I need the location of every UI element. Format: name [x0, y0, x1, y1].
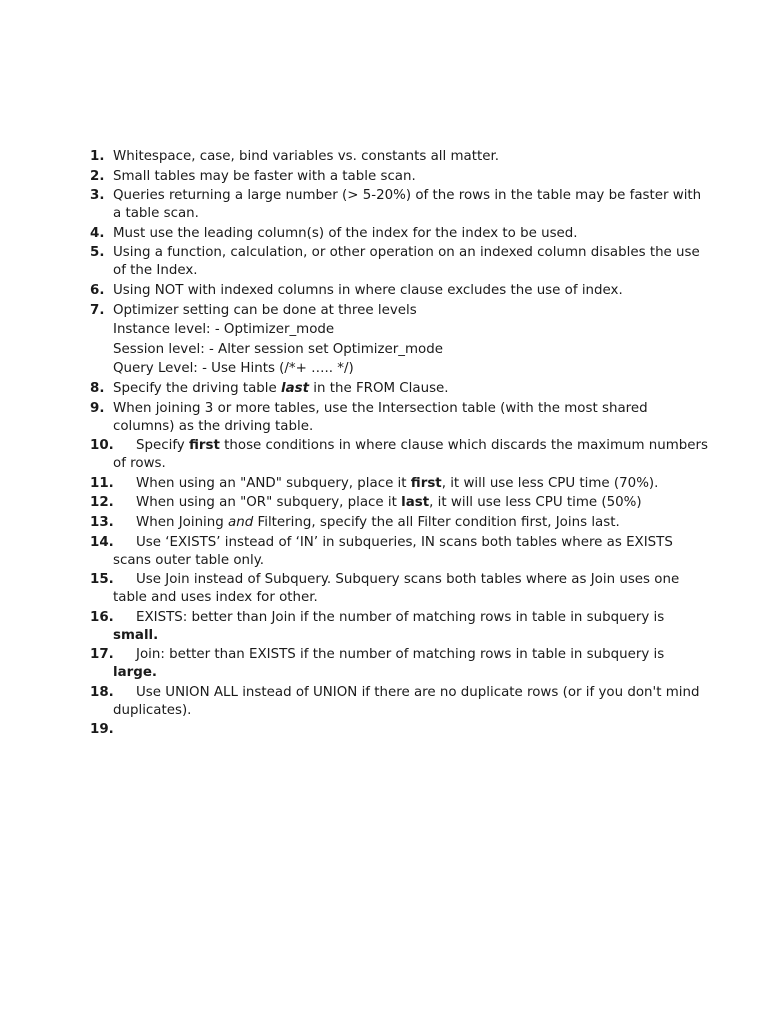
list-item-number: 13.: [90, 514, 114, 530]
list-item-number: 4.: [90, 225, 105, 241]
list-item-number: 19.: [90, 722, 114, 738]
list-item-text: in the FROM Clause.: [309, 380, 449, 396]
optimizer-level-line: Instance level: - Optimizer_mode: [113, 322, 335, 338]
list-item: [90, 302, 710, 320]
list-item-text: those conditions in where clause which discards the maximum numbers of rows.: [113, 438, 709, 472]
list-item: [90, 646, 710, 682]
list-item: [90, 571, 710, 607]
list-item-number: 1.: [90, 149, 105, 164]
list-item-number: 5.: [90, 245, 105, 261]
list-item-number: 12.: [90, 495, 114, 511]
list-item: [90, 187, 710, 223]
list-item-text: EXISTS: better than Join if the number of matching rows in table in subquery is: [136, 609, 665, 625]
list-item: [90, 282, 710, 300]
list-item-number: 16.: [90, 609, 114, 625]
list-item: [90, 244, 710, 280]
list-item-text: Filtering, specify the all Filter condition first, Joins last.: [253, 514, 620, 530]
emphasis-text: large.: [113, 665, 157, 681]
optimizer-level-line: Session level: - Alter session set Optimizer_mode: [113, 341, 443, 357]
list-item-text: Use Join instead of Subquery. Subquery scans both tables where as Join uses one table and uses index for other.: [113, 572, 680, 606]
list-item-number: 15.: [90, 572, 114, 588]
list-item-text: When using an "AND" subquery, place it: [136, 475, 411, 491]
list-item-text: Using a function, calculation, or other operation on an indexed column disables the use of the Index.: [113, 245, 700, 279]
list-item-number: 18.: [90, 684, 114, 700]
list-item-number: 9.: [90, 400, 105, 416]
list-item-number: 17.: [90, 647, 114, 663]
list-item-text: Use UNION ALL instead of UNION if there are no duplicate rows (or if you don't mind duplicates).: [113, 684, 700, 718]
list-item-text: When Joining: [136, 514, 229, 530]
list-item-text: Optimizer setting can be done at three levels: [113, 302, 417, 318]
list-item: [90, 514, 710, 532]
list-item: [90, 380, 710, 398]
list-item: [90, 225, 710, 243]
list-item-number: 7.: [90, 302, 105, 318]
emphasis-text: first: [410, 475, 442, 491]
list-item-text: Small tables may be faster with a table scan.: [113, 168, 416, 184]
optimizer-level-line: Query Level: - Use Hints (/*+ ….. */): [113, 361, 354, 377]
list-item-text: , it will use less CPU time (70%).: [441, 475, 659, 491]
list-item-text: When joining 3 or more tables, use the Intersection table (with the most shared columns) as the driving table.: [113, 400, 648, 434]
list-item-text: Specify the driving table: [113, 380, 281, 396]
list-item: [90, 168, 710, 186]
list-item-text: Join: better than EXISTS if the number of matching rows in table in subquery is: [136, 647, 665, 663]
list-item-number: 11.: [90, 475, 114, 491]
list-item-text: Specify: [136, 438, 189, 454]
list-item-text: When using an "OR" subquery, place it: [136, 495, 402, 511]
list-item: [90, 534, 710, 570]
list-item-text: Must use the leading column(s) of the index for the index to be used.: [113, 225, 578, 241]
list-item: [90, 475, 710, 493]
emphasis-text: first: [188, 438, 220, 454]
emphasis-text: last: [281, 380, 309, 396]
list-item-number: 14.: [90, 534, 114, 550]
list-item-number: 6.: [90, 282, 105, 298]
list-item-text: Using NOT with indexed columns in where clause excludes the use of index.: [113, 282, 623, 298]
document-body: [90, 148, 710, 738]
list-item: [90, 609, 710, 645]
list-item-text: Queries returning a large number (> 5-20%) of the rows in the table may be faster with a table scan.: [113, 188, 702, 222]
list-item-number: 8.: [90, 380, 105, 396]
list-item-text: Whitespace, case, bind variables vs. constants all matter.: [113, 149, 500, 164]
list-item: [90, 684, 710, 720]
list-item: [90, 437, 710, 473]
list-item: [90, 494, 710, 512]
emphasis-text: last: [401, 495, 430, 511]
emphasis-text: small.: [113, 627, 159, 643]
list-item: [90, 400, 710, 436]
list-item-number: 3.: [90, 188, 105, 204]
list-item-number: 2.: [90, 168, 105, 184]
list-item-text: , it will use less CPU time (50%): [429, 495, 642, 511]
emphasis-text: and: [228, 514, 254, 530]
list-item-text: Use ‘EXISTS’ instead of ‘IN’ in subqueries, IN scans both tables where as EXISTS scans outer table only.: [113, 534, 673, 568]
list-item: [90, 148, 710, 166]
list-item-number: 10.: [90, 438, 114, 454]
